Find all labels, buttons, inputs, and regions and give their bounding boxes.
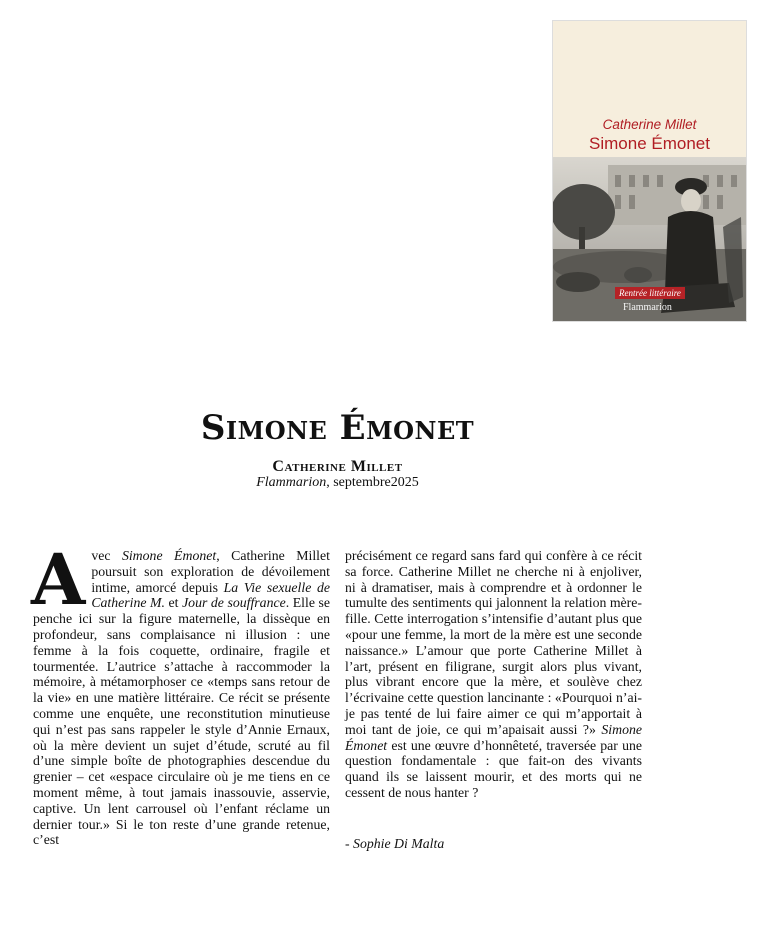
drop-cap: A xyxy=(31,538,86,621)
publisher: Flammarion xyxy=(256,475,327,490)
publication-date: , septembre2025 xyxy=(326,475,419,490)
review-text: vec xyxy=(91,548,122,563)
publication-info xyxy=(0,475,675,491)
review-paragraph xyxy=(31,538,330,848)
reviewer-signature: - Sophie Di Malta xyxy=(345,836,445,851)
cover-title: Simone Émonet xyxy=(589,134,710,153)
cover-band: Rentrée littéraire xyxy=(615,287,685,299)
review-text: précisément ce regard sans fard qui confère à ce récit sa force. Catherine Millet ne cherche ni à enjoliver, ni à dramatiser, mais à comprendre et à ordonner le tumulte des sentiments qui jalonnent la relation mère-fille. Cette interrogation s’intensifie d’autant plus que «pour une femme, la mort de la mère est une seconde naissance.» L’amour que porte Catherine Millet à l’art, présent en filigrane, surgit alors plus vivant, plus vibrant encore que la mère, et soulève chez l’écrivaine cette question lancinante : «Pourquoi n’ai-je pas tenté de lui faire aimer ce qui m’apportait à moi tant de joie, ce qui m’apaisait aussi ?» xyxy=(345,548,642,737)
book-title-ref: La Vie sexuelle de Catherine M. xyxy=(91,579,330,611)
book-title-ref: Simone Émonet xyxy=(345,721,642,753)
cover-publisher: Flammarion xyxy=(623,302,672,313)
cover-author: Catherine Millet xyxy=(602,117,697,132)
review-paragraph xyxy=(345,548,642,801)
review-text: est une œuvre d’honnêteté, traversée par une question fondamentale : que fait-on des vivants quand ils se laissent mourir, et des morts qui ne cessent de nous hanter ? xyxy=(345,737,642,800)
book-title-ref: Simone Émonet xyxy=(121,548,217,563)
book-cover xyxy=(553,21,746,321)
review-column-left xyxy=(31,538,330,848)
review-text: , Catherine Millet poursuit son exploration de dévoilement intime, amorcé depuis xyxy=(91,548,330,595)
article-author: Catherine Millet xyxy=(272,458,403,475)
review-text: . Elle se penche ici sur la figure maternelle, la dissèque en profondeur, sans complaisance ni illusion : une femme à la fois coquette, ordinaire, fragile et tourmentée. L’autrice s’attache à raccommoder la mémoire, à métamorphoser ce «temps sans retour de la vie» en une matière littéraire. Ce récit se présente comme une enquête, une reconstitution minutieuse qui n’est pas sans rappeler le style d’Annie Ernaux, où la mère devient un sujet d’étude, scruté au fil d’une simple boîte de photographies descendue du grenier – cet «espace circulaire où je me tiens en ce moment même, à tout jamais inassouvie, asservie, captive. Un lent carrousel où l’enfant réclame un dernier tour.» Si le ton reste d’une grande retenue, c’est xyxy=(33,595,330,848)
book-title-ref: Jour de souffrance xyxy=(182,595,286,611)
review-column-right xyxy=(345,548,642,801)
article-title: Simone Émonet xyxy=(200,408,475,448)
review-text: et xyxy=(165,595,183,611)
